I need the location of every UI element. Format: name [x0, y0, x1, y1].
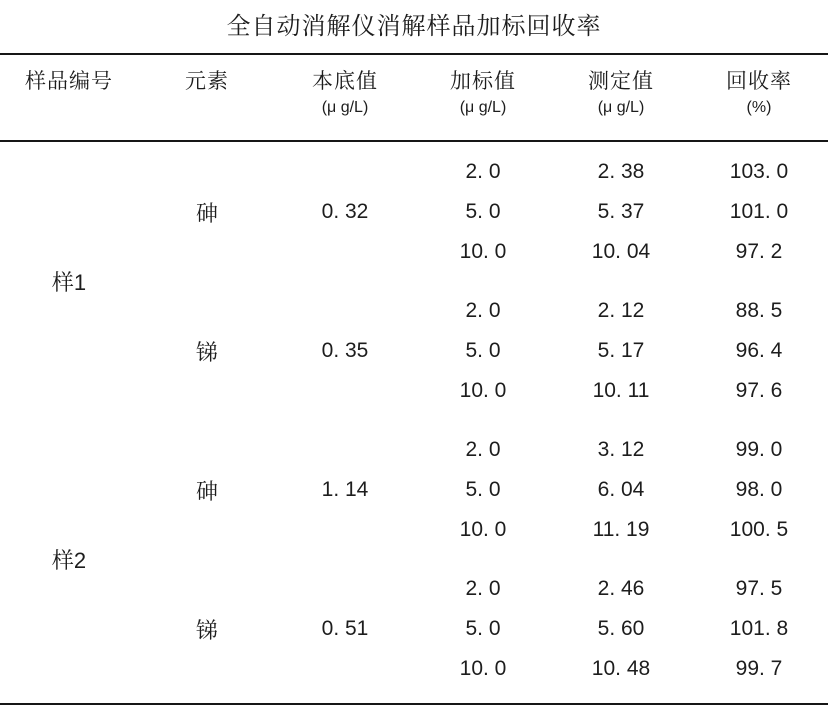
recovery-value: 101. 0	[729, 200, 789, 223]
measured-value: 5. 17	[597, 339, 645, 362]
recovery-value: 99. 0	[735, 438, 783, 461]
header-background	[276, 68, 414, 140]
sample-label: 样1	[51, 270, 87, 295]
element-name: 锑	[195, 617, 218, 643]
header-element	[138, 68, 276, 140]
spike-value: 5. 0	[465, 339, 501, 362]
element-group	[138, 152, 828, 272]
header-element-label: 元素	[185, 70, 229, 93]
table-header-row	[0, 55, 828, 140]
measured-value: 3. 12	[597, 438, 645, 461]
measured-value: 5. 60	[597, 617, 645, 640]
header-sample-unit	[0, 96, 138, 120]
recovery-value: 97. 2	[735, 240, 783, 263]
header-sample	[0, 68, 138, 140]
background-value: 0. 32	[321, 200, 369, 223]
header-spike	[414, 68, 552, 140]
spike-value: 10. 0	[459, 240, 507, 263]
measured-value: 11. 19	[592, 518, 650, 541]
sample-block	[0, 430, 828, 689]
background-value: 0. 51	[321, 617, 369, 640]
header-spike-label: 加标值	[450, 70, 516, 93]
measured-value: 2. 38	[597, 160, 645, 183]
measured-value: 5. 37	[597, 200, 645, 223]
recovery-value: 99. 7	[735, 657, 783, 680]
table-row	[414, 152, 828, 192]
spike-value: 10. 0	[459, 657, 507, 680]
header-measured-unit: (μ g/L)	[597, 99, 645, 116]
measured-value: 10. 48	[591, 657, 651, 680]
header-recovery-unit: (%)	[746, 99, 772, 116]
header-recovery	[690, 68, 828, 140]
recovery-value: 96. 4	[735, 339, 783, 362]
table-body	[0, 142, 828, 703]
table-row	[414, 470, 828, 510]
spike-value: 2. 0	[465, 438, 501, 461]
spike-value: 2. 0	[465, 299, 501, 322]
spike-value: 5. 0	[465, 200, 501, 223]
measured-value: 10. 11	[592, 379, 650, 402]
background-value: 1. 14	[321, 478, 369, 501]
table-row	[414, 649, 828, 689]
table-row	[414, 430, 828, 470]
table-row	[414, 192, 828, 232]
header-sample-label: 样品编号	[25, 70, 113, 93]
element-name: 砷	[195, 200, 218, 226]
spike-value: 10. 0	[459, 379, 507, 402]
recovery-value: 97. 6	[735, 379, 783, 402]
measured-value: 2. 46	[597, 577, 645, 600]
measured-value: 6. 04	[597, 478, 645, 501]
header-recovery-label: 回收率	[726, 70, 792, 93]
measured-value: 2. 12	[597, 299, 645, 322]
header-measured-label: 测定值	[588, 70, 654, 93]
header-spike-unit: (μ g/L)	[459, 99, 507, 116]
sample-label: 样2	[51, 548, 87, 573]
table-title: 全自动消解仪消解样品加标回收率	[226, 13, 602, 40]
header-element-unit	[138, 96, 276, 120]
background-value: 0. 35	[321, 339, 369, 362]
recovery-value: 98. 0	[735, 478, 783, 501]
bottom-rule	[0, 703, 828, 705]
spike-value: 2. 0	[465, 160, 501, 183]
header-background-label: 本底值	[312, 70, 378, 93]
element-name: 砷	[195, 478, 218, 504]
recovery-value: 88. 5	[735, 299, 783, 322]
element-name: 锑	[195, 339, 218, 365]
recovery-value: 97. 5	[735, 577, 783, 600]
element-group	[138, 569, 828, 689]
table-row	[414, 291, 828, 331]
spike-value: 10. 0	[459, 518, 507, 541]
spike-value: 2. 0	[465, 577, 501, 600]
spike-value: 5. 0	[465, 617, 501, 640]
spike-value: 5. 0	[465, 478, 501, 501]
measured-value: 10. 04	[591, 240, 651, 263]
table-row	[414, 232, 828, 272]
table-row	[414, 510, 828, 550]
table-row	[414, 371, 828, 411]
header-background-unit: (μ g/L)	[321, 99, 369, 116]
recovery-value: 100. 5	[729, 518, 789, 541]
element-group	[138, 291, 828, 411]
table-row	[414, 331, 828, 371]
recovery-value: 101. 8	[729, 617, 789, 640]
header-measured	[552, 68, 690, 140]
table-row	[414, 609, 828, 649]
sample-block	[0, 152, 828, 411]
table-row	[414, 569, 828, 609]
element-group	[138, 430, 828, 550]
recovery-value: 103. 0	[729, 160, 789, 183]
